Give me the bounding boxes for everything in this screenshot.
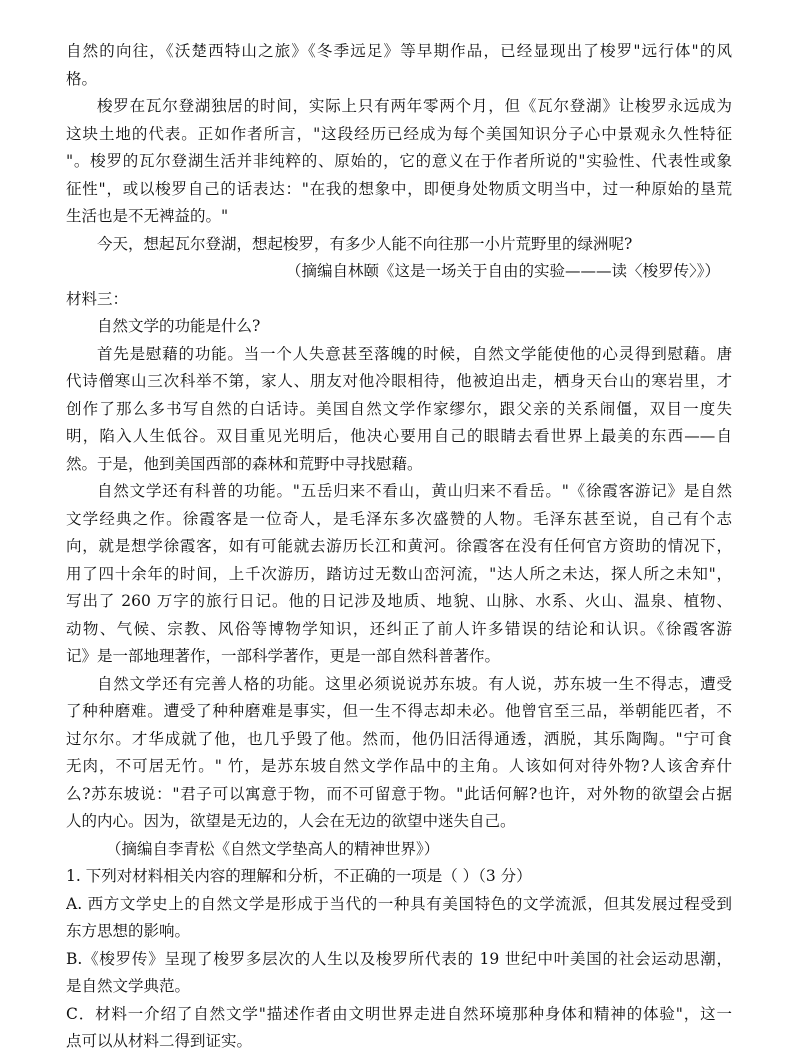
text-line: （摘编自李青松《自然文学垫高人的精神世界》）: [106, 839, 440, 858]
text-line: 东方思想的影响。: [66, 922, 191, 940]
text-line: 创作了那么多书写自然的白话诗。美国自然文学作家缪尔，跟父亲的关系闹僵，双目一度失: [66, 399, 732, 418]
text-line: 首先是慰藉的功能。当一个人失意甚至落魄的时候，自然文学能使他的心灵得到慰藉。唐: [97, 344, 732, 363]
text-line: A. 西方文学史上的自然文学是形成于当代的一种具有美国特色的文学流派，但其发展过程受到: [66, 894, 732, 913]
text-line: B.《梭罗传》呈现了梭罗多层次的人生以及梭罗所代表的 19 世纪中叶美国的社会运动思潮，: [66, 949, 732, 968]
document-page: [66, 38, 732, 1056]
text-line: 材料三：: [66, 289, 129, 308]
text-line: 用了四十余年的时间，上千次游历，踏访过无数山峦河流，"达人所之未达，探人所之未知"，: [66, 564, 732, 583]
text-line: 生活也是不无裨益的。": [66, 207, 229, 225]
text-line: 这块土地的代表。正如作者所言，"这段经历已经成为每个美国知识分子心中景观永久性特征: [66, 124, 732, 143]
text-line: 格。: [66, 69, 98, 88]
text-line: 1. 下列对材料相关内容的理解和分析，不正确的一项是（ ）（3 分）: [66, 867, 532, 885]
text-line: 征性"，或以梭罗自己的话表达："在我的想象中，即便身处物质文明当中，过一种原始的垦荒: [66, 179, 732, 198]
text-line: 无肉，不可居无竹。" 竹，是苏东坡自然文学作品中的主角。人该如何对待外物?人该舍弃什: [66, 757, 732, 775]
text-line: 是自然文学典范。: [66, 977, 191, 995]
text-line: 过尔尔。才华成就了他，也几乎毁了他。然而，他仍旧活得通透，洒脱，其乐陶陶。"宁可食: [66, 729, 732, 748]
text-line: 动物、气候、宗教、风俗等博物学知识，还纠正了前人许多错误的结论和认识。《徐霞客游: [66, 619, 732, 638]
text-line: 明，陷入人生低谷。双目重见光明后，他决心要用自己的眼睛去看世界上最美的东西——自: [66, 427, 732, 445]
text-line: 自然的向往，《沃楚西特山之旅》《冬季远足》等早期作品，已经显现出了梭罗"远行体"的风: [66, 42, 732, 60]
text-line: 点可以从材料二得到证实。: [66, 1032, 253, 1050]
text-line: 向，就是想学徐霞客，如有可能就去游历长江和黄河。徐霞客在没有任何官方资助的情况下，: [66, 537, 732, 555]
text-line: 么?苏东坡说："君子可以寓意于物，而不可留意于物。"此话何解?也许，对外物的欲望会占据: [66, 784, 732, 803]
text-line: 人的内心。因为，欲望是无边的，人会在无边的欲望中迷失自己。: [66, 812, 516, 830]
text-line: C．材料一介绍了自然文学"描述作者由文明世界走进自然环境那种身体和精神的体验"，这一: [66, 1004, 732, 1023]
text-line: 写出了 260 万字的旅行日记。他的日记涉及地质、地貌、山脉、水系、火山、温泉、植物、: [66, 592, 732, 610]
text-line: 然。于是，他到美国西部的森林和荒野中寻找慰藉。: [66, 454, 423, 473]
text-line: "。梭罗的瓦尔登湖生活并非纯粹的、原始的，它的意义在于作者所说的"实验性、代表性或象: [66, 152, 732, 170]
text-line: 自然文学的功能是什么?: [97, 317, 261, 335]
text-line: 代诗僧寒山三次科举不第，家人、朋友对他冷眼相待，他被迫出走，栖身天台山的寒岩里，才: [66, 372, 732, 390]
text-line: 自然文学还有科普的功能。"五岳归来不看山，黄山归来不看岳。"《徐霞客游记》是自然: [97, 482, 732, 500]
text-line: 文学经典之作。徐霞客是一位奇人，是毛泽东多次盛赞的人物。毛泽东甚至说，自己有个志: [66, 509, 732, 528]
text-line: 梭罗在瓦尔登湖独居的时间，实际上只有两年零两个月，但《瓦尔登湖》让梭罗永远成为: [97, 97, 732, 115]
text-line: （摘编自林颐《这是一场关于自由的实验———读〈梭罗传〉》）: [285, 262, 720, 280]
text-line: 记》是一部地理著作，一部科学著作，更是一部自然科普著作。: [66, 647, 501, 665]
text-line: 今天，想起瓦尔登湖，想起梭罗，有多少人能不向往那一小片荒野里的绿洲呢?: [97, 234, 633, 253]
text-line: 了种种磨难。遭受了种种磨难是事实，但一生不得志却未必。他曾官至三品，举朝能匹者，不: [66, 702, 732, 720]
text-line: 自然文学还有完善人格的功能。这里必须说说苏东坡。有人说，苏东坡一生不得志，遭受: [97, 674, 732, 693]
